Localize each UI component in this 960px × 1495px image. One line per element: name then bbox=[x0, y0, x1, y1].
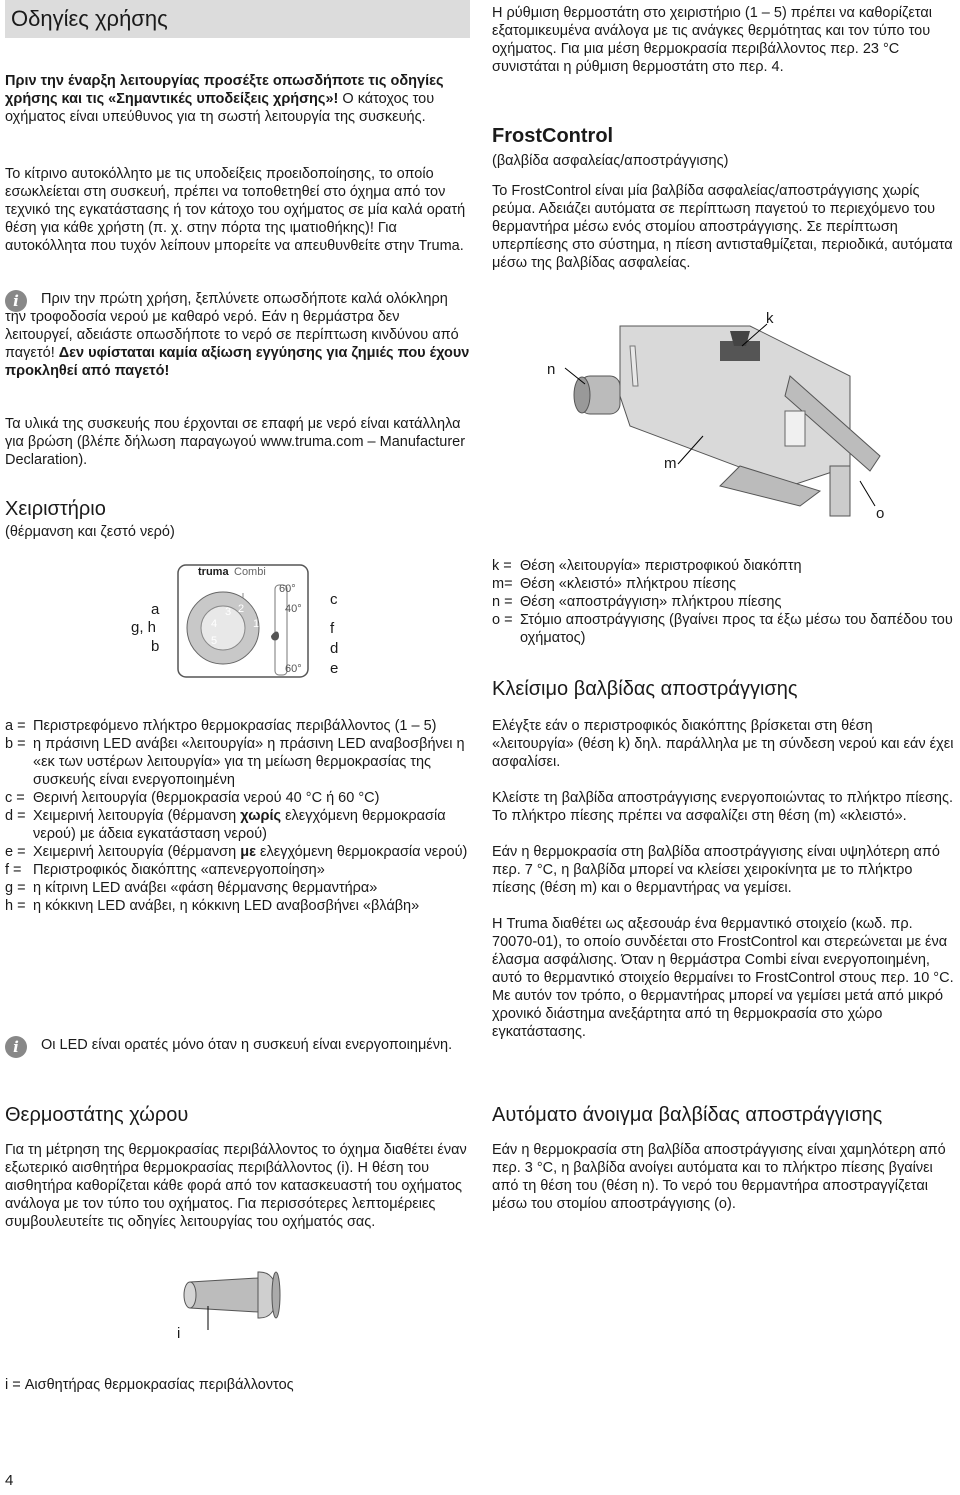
dial-number-5: 5 bbox=[211, 635, 218, 647]
frostcontrol-drawing bbox=[560, 306, 890, 526]
fig-label-gh: g, h bbox=[131, 619, 157, 636]
legend-item-b: b = η πράσινη LED ανάβει «λειτουργία» η πράσινη LED αναβοσβήνει η «εκ των υστέρων λειτουργία» για τη μείωση θερμοκρασίας της συσκευής είναι ενεργοποιημένη bbox=[5, 736, 465, 788]
header-bar bbox=[5, 0, 470, 38]
auto-open-section bbox=[492, 1103, 954, 1213]
control-title: Χειριστήριο bbox=[5, 498, 106, 520]
close-valve-p2: Κλείστε τη βαλβίδα αποστράγγισης ενεργοποιώντας το πλήκτρο πίεσης. Το πλήκτρο πίεσης πρέπει να ασφαλίζει στη θέση (m) «κλειστό». bbox=[492, 790, 954, 824]
thermostat-setting-paragraph bbox=[492, 4, 954, 76]
sensor-drawing bbox=[180, 1268, 320, 1338]
dial-number-4: 4 bbox=[211, 618, 218, 630]
page-title: Οδηγίες χρήσης bbox=[11, 6, 168, 31]
panel-brand: truma bbox=[198, 566, 229, 578]
info-warning-bold: Δεν υφίσταται καμία αξίωση εγγύησης για ζημιές που έχουν προκληθεί από παγετό! bbox=[5, 345, 470, 379]
fig-label-f: f bbox=[330, 620, 335, 637]
sensor-label-i: i bbox=[177, 1325, 181, 1342]
control-heading bbox=[5, 497, 470, 541]
auto-open-text: Εάν η θερμοκρασία στη βαλβίδα αποστράγγισης είναι χαμηλότερη από περ. 3 °C, η βαλβίδα ανοίγει αυτόματα και το πλήκτρο πίεσης βγαίνει από τη θέση του (θέση n). Το νερό του θερμαντήρα αποστραγγίζεται μέσω του στομίου αποστράγγισης (o). bbox=[492, 1142, 946, 1212]
temp-label-2: 40° bbox=[285, 603, 302, 615]
fig-label-c: c bbox=[330, 591, 338, 608]
temp-label-1: 60° bbox=[279, 583, 296, 595]
frostcontrol-title: FrostControl bbox=[492, 125, 614, 147]
room-thermostat-section bbox=[5, 1103, 470, 1231]
legend-item-o: o = Στόμιο αποστράγγισης (βγαίνει προς τα έξω μέσω του δαπέδου του οχήματος) bbox=[492, 612, 953, 646]
info-warning-text: Πριν την πρώτη χρήση, ξεπλύνετε οπωσδήποτε καλά ολόκληρη την τροφοδοσία νερού με καθαρό νερό. Εάν η θερμάστρα δεν λειτουργεί, αδειάστε οπωσδήποτε το νερό σε περίπτωση κινδύνου από παγετό! bbox=[5, 291, 459, 361]
sensor-legend-text: i = Αισθητήρας θερμοκρασίας περιβάλλοντος bbox=[5, 1377, 294, 1393]
legend-item-f: f = Περιστροφικός διακόπτης «απενεργοποίηση» bbox=[5, 862, 325, 878]
temp-label-3: 60° bbox=[285, 663, 302, 675]
close-valve-p1: Ελέγξτε εάν ο περιστροφικός διακόπτης βρίσκεται στη θέση «λειτουργία» (θέση k) δηλ. παράλληλα με τη σύνδεση νερού και εάν έχει ασφαλίσει. bbox=[492, 718, 954, 770]
close-valve-section bbox=[492, 677, 954, 1041]
info-led bbox=[41, 1036, 470, 1054]
info-led-text: Οι LED είναι ορατές μόνο όταν η συσκευή είναι ενεργοποιημένη. bbox=[41, 1037, 453, 1053]
legend-item-a: a = Περιστρεφόμενο πλήκτρο θερμοκρασίας περιβάλλοντος (1 – 5) bbox=[5, 718, 437, 734]
intro-bold: Πριν την έναρξη λειτουργίας προσέξτε οπωσδήποτε τις οδηγίες χρήσης και τις «Σημαντικές υποδείξεις χρήσης»! bbox=[5, 73, 444, 107]
fig-label-k: k bbox=[766, 310, 774, 327]
close-valve-p4: Η Truma διαθέτει ως αξεσουάρ ένα θερμαντικό στοιχείο (κωδ. πρ. 70070-01), το οποίο συνδέεται στο FrostControl και στερεώνεται με ένα έλασμα ασφάλισης. Όταν η θερμάστρα Combi είναι ενεργοποιημένη, αυτό το θερμαντικό στοιχείο θερμαίνει το FrostControl στους περ. 10 °C. Με αυτόν τον τρόπο, ο θερμαντήρας μπορεί να γεμίσει μετά από μικρό χρονικό διάστημα ανεξάρτητα από τη θερμοκρασία στο χώρο εγκατάστασης. bbox=[492, 916, 954, 1040]
materials-paragraph bbox=[5, 415, 470, 469]
legend-item-m: m= Θέση «κλειστό» πλήκτρου πίεσης bbox=[492, 576, 737, 592]
info-icon: i bbox=[5, 1036, 27, 1058]
panel-model: Combi bbox=[234, 566, 266, 578]
frostcontrol-subtitle: (βαλβίδα ασφαλείας/αποστράγγισης) bbox=[492, 153, 729, 169]
frostcontrol-legend bbox=[492, 557, 954, 647]
dial-number-2: 2 bbox=[238, 603, 245, 615]
legend-item-e: e = Χειμερινή λειτουργία (θέρμανση με ελεγχόμενη θερμοκρασία νερού) bbox=[5, 844, 468, 860]
dial-number-1: 1 bbox=[253, 618, 260, 630]
thermostat-setting-text: Η ρύθμιση θερμοστάτη στο χειριστήριο (1 – 5) πρέπει να καθορίζεται εξατομικευμένα ανάλογα με τις ανάγκες θερμότητας και τον τύπο του οχήματος. Για μια μέση θερμοκρασία περιβάλλοντος περ. 23 °C συνιστάται η ρύθμιση θερμοστάτη στο περ. 4. bbox=[492, 5, 932, 75]
legend-item-d: d = Χειμερινή λειτουργία (θέρμανση χωρίς ελεγχόμενη θερμοκρασία νερού) με άδεια εγκατάσταση νερού) bbox=[5, 808, 446, 842]
sensor-legend bbox=[5, 1376, 470, 1394]
sticker-text: Το κίτρινο αυτοκόλλητο με τις υποδείξεις προειδοποίησης, το οποίο εσωκλείεται στη συσκευή, πρέπει να τοποθετηθεί στο όχημα από τον τεχνικό της εγκατάστασης ή τον κάτοχο του οχήματος σε μία καλά ορατή θέση για κάθε χρήστη (π. χ. στην πόρτα της ιματιοθήκης)! Για αυτοκόλλητα που τυχόν λείπουν μπορείτε να απευθυνθείτε στην Truma. bbox=[5, 166, 466, 254]
control-subtitle: (θέρμανση και ζεστό νερό) bbox=[5, 524, 175, 540]
materials-text: Τα υλικά της συσκευής που έρχονται σε επαφή με νερό είναι κατάλληλα για βρώση (βλέπε δήλωση παραγωγού www.truma.com – Manufacturer Declaration). bbox=[5, 416, 466, 468]
fig-label-a: a bbox=[151, 601, 160, 618]
fig-label-n: n bbox=[547, 361, 556, 378]
control-legend bbox=[5, 717, 470, 915]
legend-item-h: h = η κόκκινη LED ανάβει, η κόκκινη LED αναβοσβήνει «βλάβη» bbox=[5, 898, 420, 914]
frostcontrol-section bbox=[492, 124, 954, 272]
fig-label-b: b bbox=[151, 638, 160, 655]
legend-item-c: c = Θερινή λειτουργία (θερμοκρασία νερού 40 °C ή 60 °C) bbox=[5, 790, 380, 806]
sticker-paragraph bbox=[5, 165, 470, 255]
fig-label-e: e bbox=[330, 660, 339, 677]
auto-open-title: Αυτόματο άνοιγμα βαλβίδας αποστράγγισης bbox=[492, 1104, 883, 1126]
dial-number-3: 3 bbox=[225, 606, 232, 618]
legend-item-k: k = Θέση «λειτουργία» περιστροφικού διακόπτη bbox=[492, 558, 802, 574]
fig-label-o: o bbox=[876, 505, 885, 522]
frostcontrol-text: Το FrostControl είναι μία βαλβίδα ασφαλείας/αποστράγγισης χωρίς ρεύμα. Αδειάζει αυτόματα σε περίπτωση παγετού το περιεχόμενο του θερμαντήρα μέσω ενός στομίου αποστράγγισης. Σε περίπτωση υπερπίεσης στο σύστημα, η πίεση αντισταθμίζεται, περιοδικά, αυτόματα μέσω της βαλβίδας ασφαλείας. bbox=[492, 183, 953, 271]
info-warning bbox=[5, 290, 470, 380]
intro-section bbox=[5, 72, 470, 126]
page-number: 4 bbox=[5, 1472, 14, 1489]
close-valve-p3: Εάν η θερμοκρασία στη βαλβίδα αποστράγγισης είναι υψηλότερη από περ. 7 °C, η βαλβίδα μπορεί να κλείσει χειροκίνητα με το πλήκτρο πίεσης (θέση m) και ο θερμαντήρας να γεμίσει. bbox=[492, 844, 940, 896]
room-thermostat-text: Για τη μέτρηση της θερμοκρασίας περιβάλλοντος το όχημα διαθέτει έναν εξωτερικό αισθητήρα θερμοκρασίας περιβάλλοντος (i). Η θέση του αισθητήρα καθορίζεται κάθε φορά από τον κατασκευαστή του οχήματος ανάλογα με τον τύπο του οχήματος. Για περισσότερες λεπτομέρειες συμβουλευτείτε τις οδηγίες λειτουργίας του οχήματός σας. bbox=[5, 1142, 467, 1230]
fig-label-d: d bbox=[330, 640, 339, 657]
room-thermostat-title: Θερμοστάτης χώρου bbox=[5, 1104, 189, 1126]
legend-item-g: g = η κίτρινη LED ανάβει «φάση θέρμανσης θερμαντήρα» bbox=[5, 880, 378, 896]
info-icon: i bbox=[5, 290, 27, 312]
legend-item-n: n = Θέση «αποστράγγιση» πλήκτρου πίεσης bbox=[492, 594, 782, 610]
intro-text: Ο κάτοχος του οχήματος είναι υπεύθυνος για τη σωστή λειτουργία της συσκευής. bbox=[5, 91, 435, 125]
fig-label-m: m bbox=[664, 455, 677, 472]
close-valve-title: Κλείσιμο βαλβίδας αποστράγγισης bbox=[492, 678, 798, 700]
